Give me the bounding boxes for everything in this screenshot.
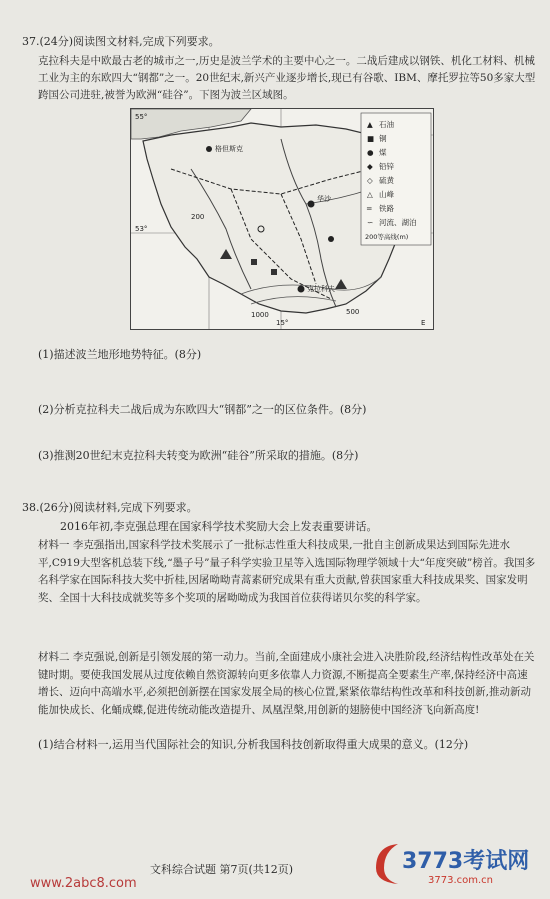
q37-header: 37.(24分)阅读图文材料,完成下列要求。 — [22, 35, 220, 48]
map-elev-1000: 1000 — [251, 311, 269, 319]
svg-text:═: ═ — [367, 204, 372, 213]
legend-2: 铜 — [379, 134, 387, 143]
legend-1: 石油 — [379, 120, 394, 129]
legend-7: 铁路 — [379, 204, 394, 213]
svg-text:■: ■ — [367, 134, 375, 143]
q38-material2: 材料二 李克强说,创新是引领发展的第一动力。当前,全面建成小康社会进入决胜阶段,经济结构性改革处在关键时期。要使我国发展从过度依赖自然资源转向更多依靠人力资源,不断提高全要素生产率,保持经济中高速增长、迈向中高端水平,必须把创新摆在国家发展全局的核心位置,紧紧依靠结构性改革和科技创新,推动新动能加快成长、化蛹成蝶,促进传统动能改造提升、凤凰涅槃,用创新的翅膀使中国经济飞向新高度! — [38, 651, 535, 716]
map-elev-500: 500 — [346, 308, 360, 316]
legend-3: 煤 — [379, 148, 387, 157]
svg-text:△: △ — [367, 190, 373, 199]
q37-sub2: (2)分析克拉科夫二战后成为东欧四大“钢都”之一的区位条件。(8分) — [38, 403, 367, 416]
poland-map-svg — [131, 109, 433, 329]
q37-sub1: (1)描述波兰地形地势特征。(8分) — [38, 348, 202, 361]
map-lat-55: 55° — [135, 113, 148, 121]
legend-5: 硫黄 — [379, 176, 394, 185]
site-logo — [368, 838, 540, 888]
map-city-gdansk: 格但斯克 — [215, 145, 243, 153]
logo-svg — [368, 838, 540, 888]
city-krakow-dot — [298, 286, 305, 293]
svg-text:◆: ◆ — [367, 162, 373, 171]
q37-paragraph: 克拉科夫是中欧最古老的城市之一,历史是波兰学术的主要中心之一。二战后建成以钢铁、机化工材料、机械工业为主的东欧四大“钢都”之一。20世纪末,新兴产业逐步增长,现已有谷歌、IBM、摩托罗拉等50多家大型跨国公司进驻,被誉为欧洲“硅谷”。下图为波兰区域图。 — [38, 55, 536, 101]
svg-text:∽: ∽ — [367, 218, 374, 227]
watermark-url: www.2abc8.com — [30, 876, 137, 891]
svg-text:▲: ▲ — [367, 120, 373, 129]
map-lat-53: 53° — [135, 225, 148, 233]
q38-material1: 材料一 李克强指出,国家科学技术奖展示了一批标志性重大科技成果,一批自主创新成果达到国际先进水平,C919大型客机总装下线,“墨子号”量子科学实验卫星等入选国际物理学领域十大“年度突破”榜首。我国多名科学家在国际科技大奖中折桂,因屠呦呦青蒿素研究成果有重大贡献,曾获国家重大科技成果奖、国家发明奖、全国十大科技成就奖等多个奖项的屠呦呦成为我国首位获得诺贝尔奖的科学家。 — [38, 539, 536, 604]
legend-9: 200等高线(m) — [365, 233, 409, 241]
poland-map — [130, 108, 434, 330]
logo-url: 3773.com.cn — [428, 875, 493, 886]
map-city-warsaw: 华沙 — [317, 195, 331, 203]
legend-8: 河流、湖泊 — [379, 218, 417, 227]
city-warsaw-dot — [308, 201, 315, 208]
city-gdansk-dot — [206, 146, 212, 152]
legend-4: 铅锌 — [379, 162, 394, 171]
map-city-krakow: 克拉科夫 — [307, 285, 335, 293]
q37-sub3: (3)推测20世纪末克拉科夫转变为欧洲“硅谷”所采取的措施。(8分) — [38, 449, 359, 462]
q38-intro: 2016年初,李克强总理在国家科学技术奖励大会上发表重要讲话。 — [60, 520, 378, 533]
page-footer: 文科综合试题 第7页(共12页) — [150, 863, 294, 876]
logo-main: 3773考试网 — [402, 849, 530, 874]
legend-6: 山峰 — [379, 190, 394, 199]
svg-text:◇: ◇ — [367, 176, 373, 185]
map-elev-200: 200 — [191, 213, 205, 221]
map-east-label: E — [421, 319, 426, 327]
q38-header: 38.(26分)阅读材料,完成下列要求。 — [22, 501, 198, 514]
map-lon-15: 15° — [276, 319, 289, 327]
svg-text:●: ● — [367, 148, 374, 157]
q38-sub1: (1)结合材料一,运用当代国际社会的知识,分析我国科技创新取得重大成果的意义。(12分) — [38, 738, 469, 751]
